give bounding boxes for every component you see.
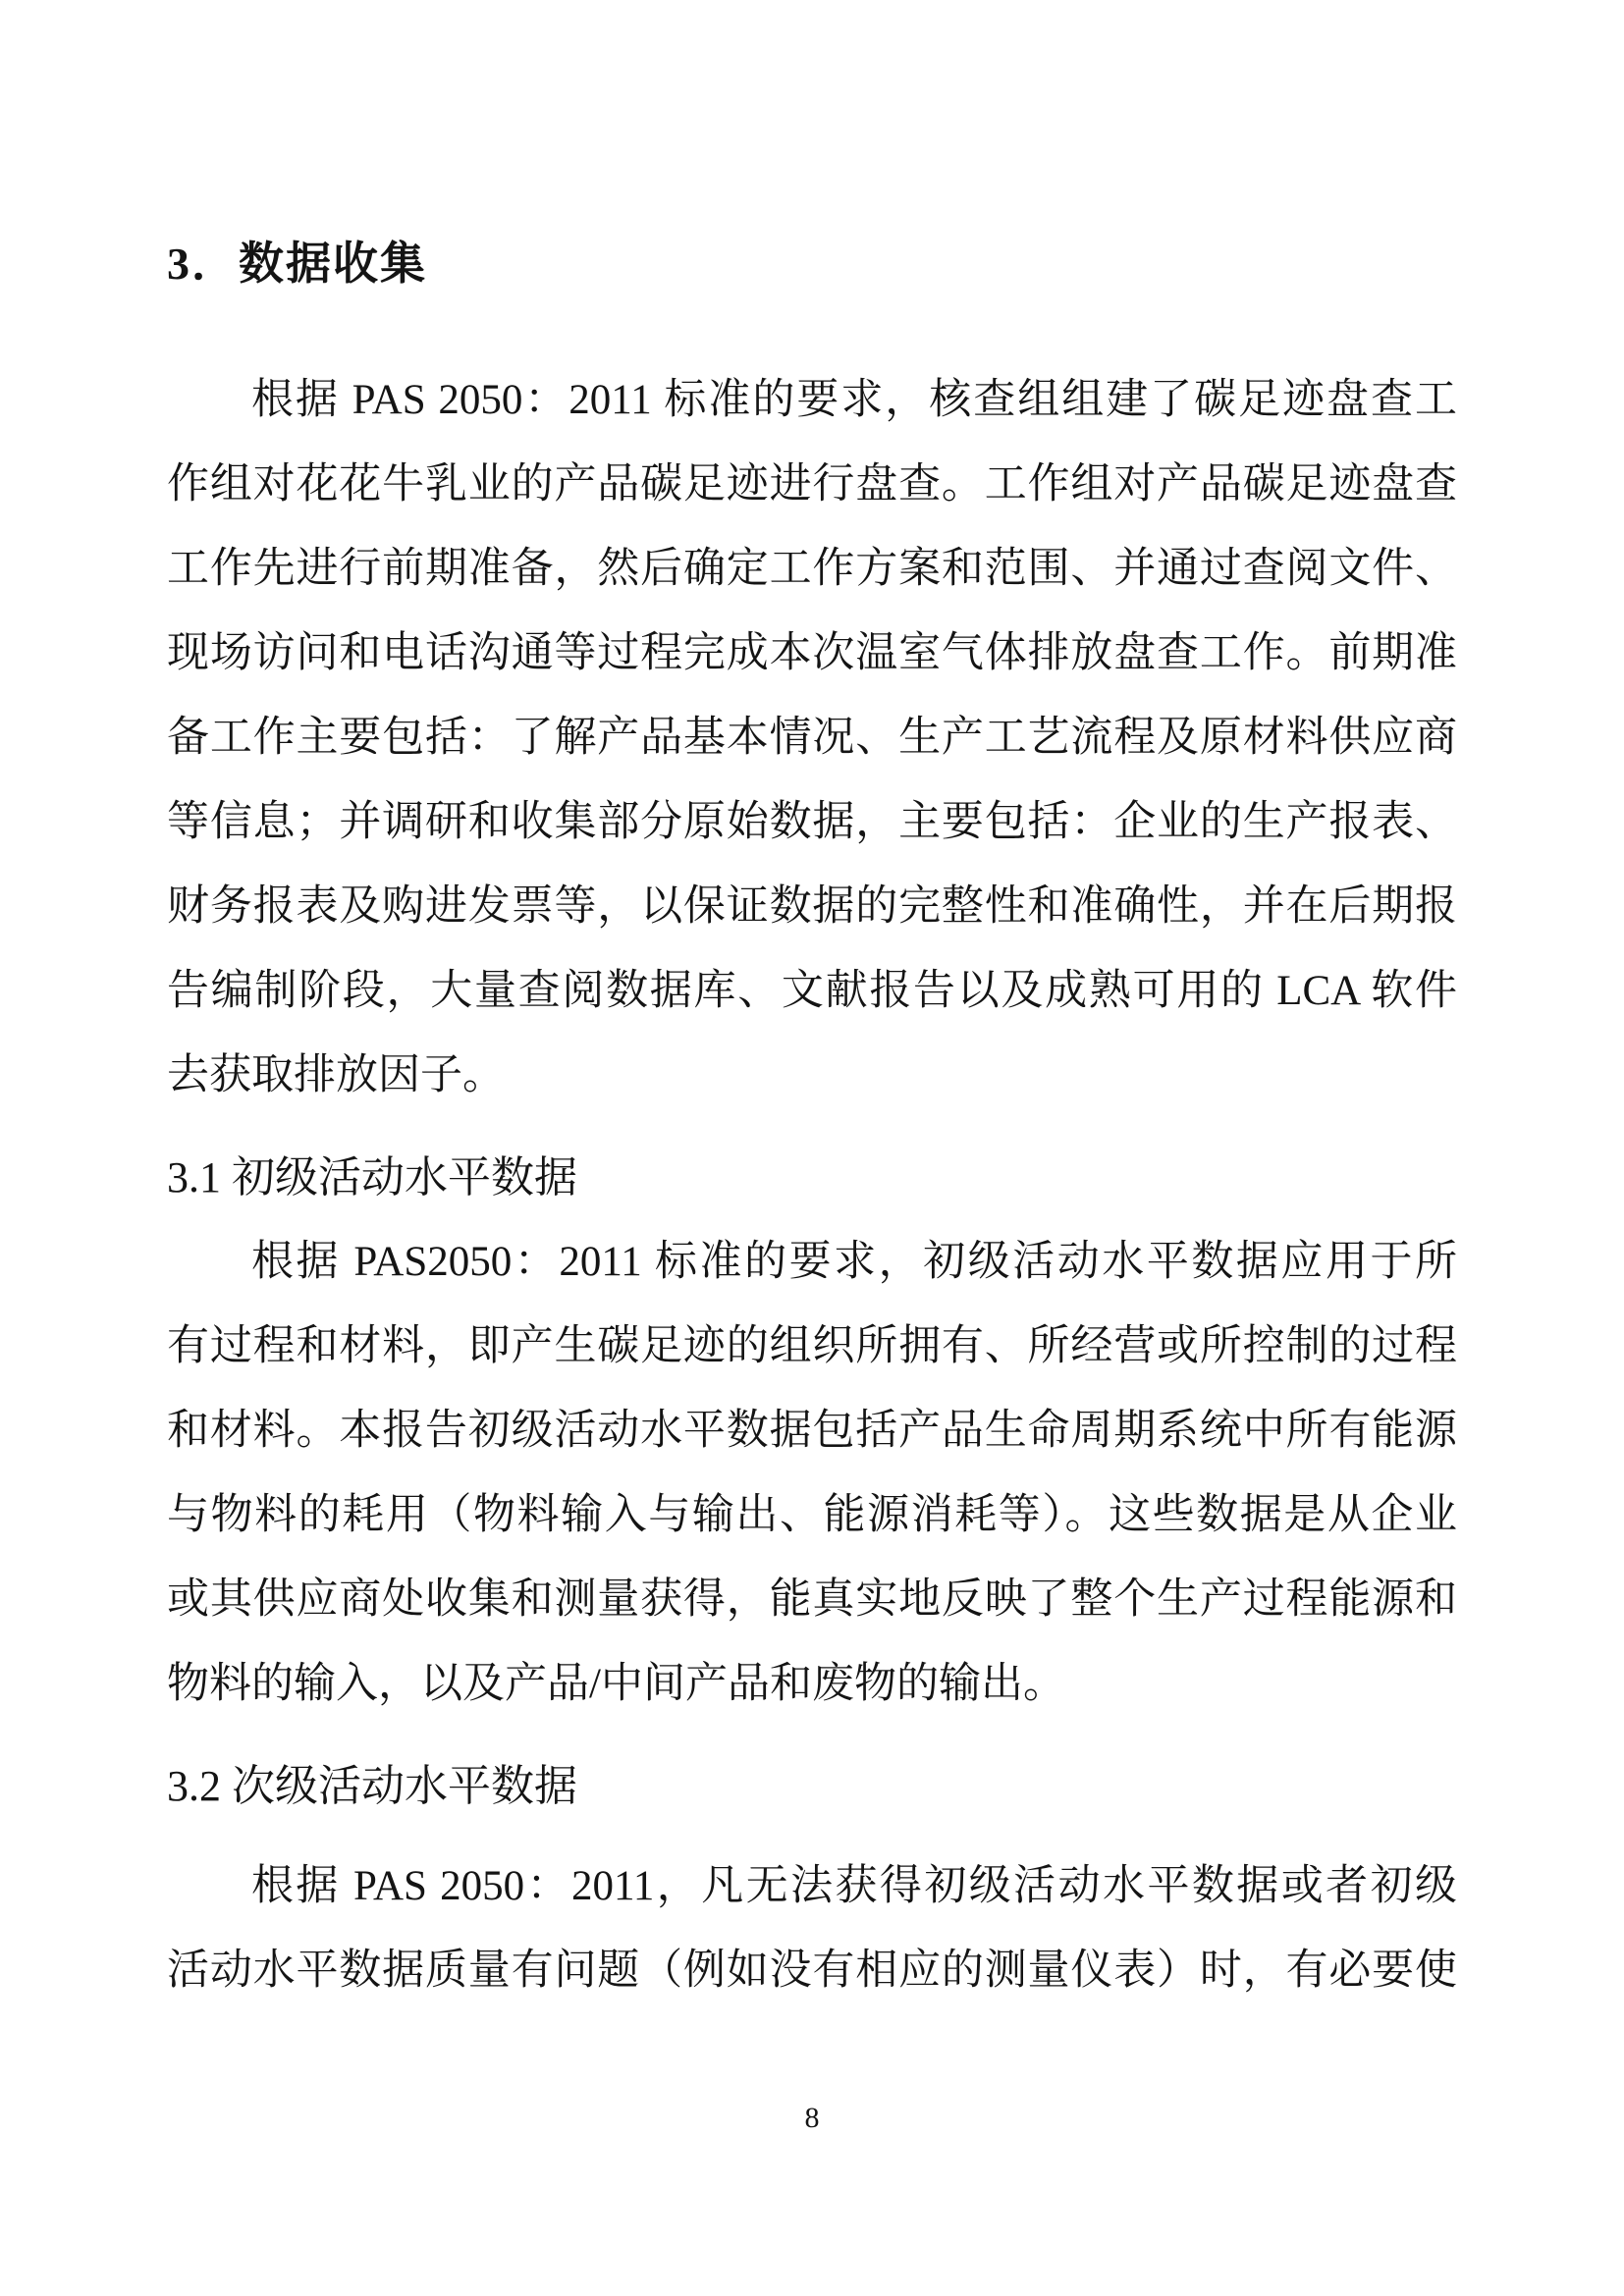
text-line: 等信息；并调研和收集部分原始数据，主要包括：企业的生产报表、 (167, 799, 1457, 845)
text-line: 根据 PAS 2050：2011，凡无法获得初级活动水平数据或者初级 (251, 1863, 1457, 1909)
text-line: 去获取排放因子。 (167, 1052, 505, 1098)
text-line: 工作先进行前期准备，然后确定工作方案和范围、并通过查阅文件、 (167, 546, 1457, 592)
text-line: 有过程和材料，即产生碳足迹的组织所拥有、所经营或所控制的过程 (167, 1323, 1457, 1369)
text-line: 财务报表及购进发票等，以保证数据的完整性和准确性，并在后期报 (167, 883, 1457, 930)
text-line: 与物料的耗用（物料输入与输出、能源消耗等）。这些数据是从企业 (167, 1492, 1457, 1538)
text-line: 告编制阶段，大量查阅数据库、文献报告以及成熟可用的 LCA 软件 (167, 968, 1457, 1014)
section-3-1-heading: 3.1 初级活动水平数据 (167, 1153, 577, 1201)
text-line: 根据 PAS 2050：2011 标准的要求，核查组组建了碳足迹盘查工 (251, 377, 1457, 423)
text-line: 根据 PAS2050：2011 标准的要求，初级活动水平数据应用于所 (251, 1239, 1457, 1285)
text-line: 物料的输入，以及产品/中间产品和废物的输出。 (167, 1661, 1065, 1707)
text-line: 备工作主要包括：了解产品基本情况、生产工艺流程及原材料供应商 (167, 715, 1457, 761)
text-line: 和材料。本报告初级活动水平数据包括产品生命周期系统中所有能源 (167, 1408, 1457, 1454)
intro-paragraph (167, 358, 1457, 1118)
chapter-heading: 3．数据收集 (167, 239, 427, 289)
text-line: 或其供应商处收集和测量获得，能真实地反映了整个生产过程能源和 (167, 1576, 1457, 1623)
page-number: 8 (804, 2102, 820, 2134)
text-line: 作组对花花牛乳业的产品碳足迹进行盘查。工作组对产品碳足迹盘查 (167, 461, 1457, 507)
section-3-2-heading: 3.2 次级活动水平数据 (167, 1762, 577, 1810)
text-line: 活动水平数据质量有问题（例如没有相应的测量仪表）时，有必要使 (167, 1948, 1457, 1994)
section-3-2-paragraph (167, 1844, 1457, 2013)
text-line: 现场访问和电话沟通等过程完成本次温室气体排放盘查工作。前期准 (167, 630, 1457, 676)
section-3-1-paragraph (167, 1220, 1457, 1727)
